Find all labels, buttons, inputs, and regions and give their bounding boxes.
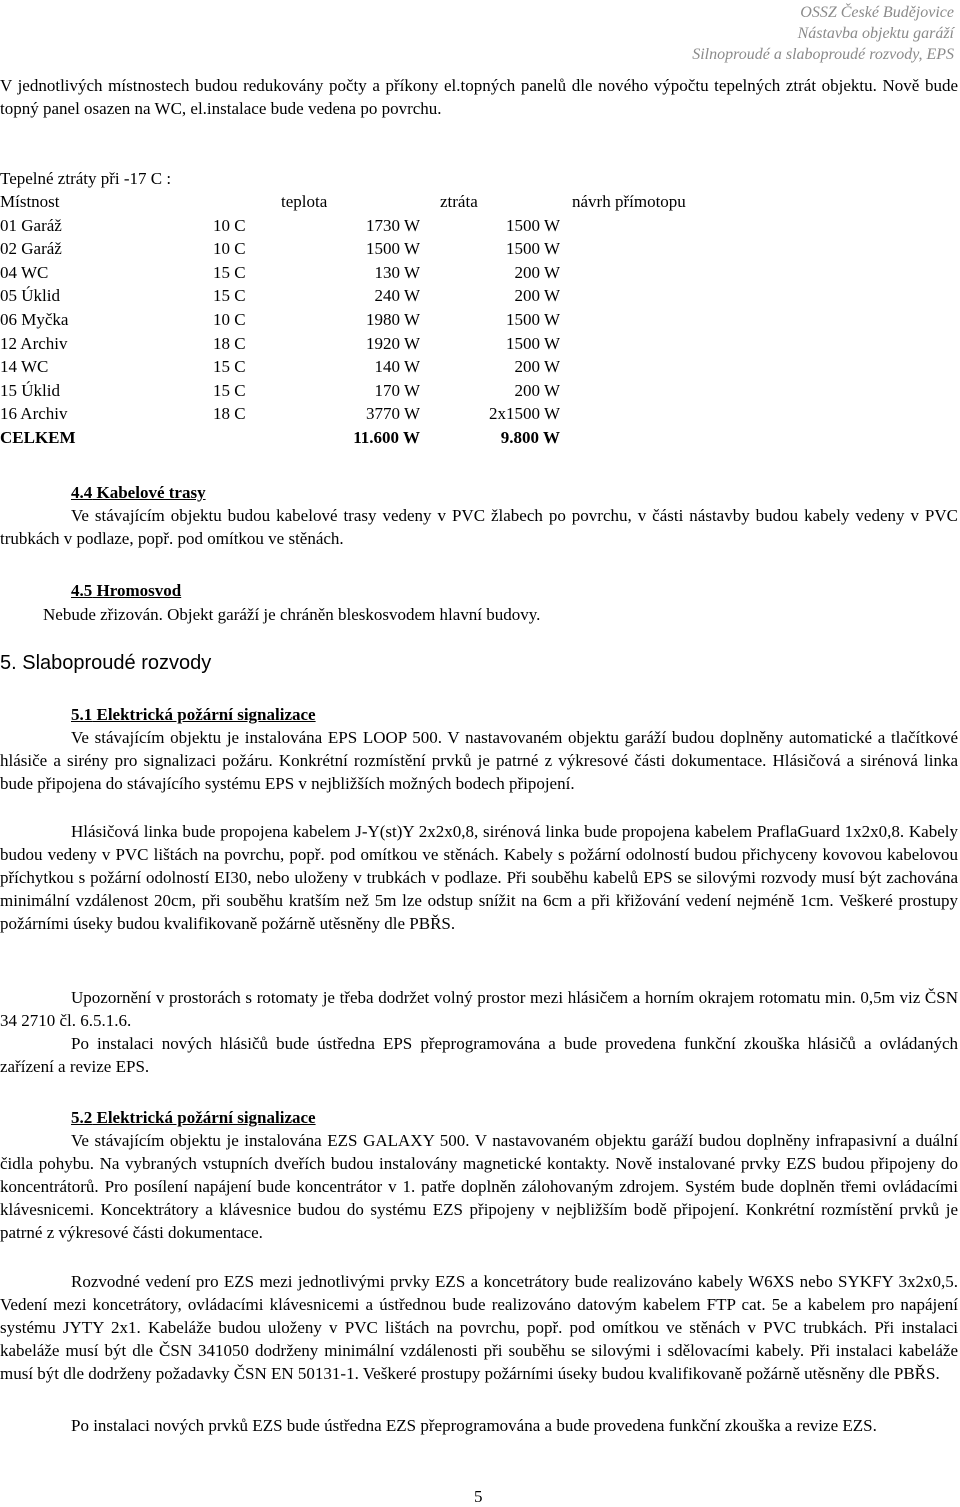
column-header: návrh přímotopu bbox=[572, 192, 686, 211]
section-5-1-paragraph-3: Upozornění v prostorách s rotomaty je třeba dodržet volný prostor mezi hlásičem a horním okrajem rotomatu min. 0,5m viz ČSN 34 2710 čl. 6.5.1.6. bbox=[0, 988, 958, 1030]
section-5-2-paragraph-2: Rozvodné vedení pro EZS mezi jednotlivými prvky EZS a koncetrátory bude realizováno kabely W6XS nebo SYKFY 3x2x0,5. Vedení mezi koncetrátory, ovládacími klávesnicemi a ústřednou bude realizováno datovým kabelem FTP cat. 5e a kabelem pro napájení systému JYTY 2x1. Kabeláže budou uloženy v PVC lištách na povrchu, popř. pod omítkou ve stěnách v PVC trubkách. Při instalaci kabeláže musí být dle ČSN 341050 dodrženy minimální vzdálenosti při souběhu se silovými i sdělovacími kabely. Při instalaci kabeláže musí být dle dodrženy požadavky ČSN EN 50131-1. Veškeré prostupy požárními úseky budou kvalifikovaně požárně utěsněny dle PBŘS. bbox=[0, 1272, 958, 1383]
section-5-1-heading bbox=[71, 703, 316, 726]
room-name: 02 Garáž bbox=[0, 239, 62, 259]
room-temperature: 10 C bbox=[213, 239, 246, 259]
table-row bbox=[0, 332, 960, 356]
table-row bbox=[0, 355, 960, 379]
heat-loss-table bbox=[0, 190, 960, 450]
column-header: teplota bbox=[281, 192, 328, 211]
heater-proposal: 2x1500 W bbox=[489, 404, 560, 424]
section-5-1-paragraph-2: Hlásičová linka bude propojena kabelem J-Y(st)Y 2x2x0,8, sirénová linka bude propojena kabelem PraflaGuard 1x2x0,8. Kabely budou vedeny v PVC lištách na povrchu, popř. pod omítkou ve stěnách. Kabely s požární odolností budou přichyceny kovovou kabelovou příchytkou s požární odolností EI30, nebo uloženy v trubkách v podlaze. Při souběhu kabelů EPS se silovými rozvody musí být zachována minimální vzdálenost 20cm, při souběhu kratším než 5m lze odstup snížit na 6cm a při křižování vedení nejméně 1cm. Veškeré prostupy požárními úseky budou kvalifikovaně požárně utěsněny dle PBŘS. bbox=[0, 822, 958, 933]
header-organization: OSSZ České Budějovice bbox=[800, 4, 954, 21]
heater-proposal: 1500 W bbox=[506, 333, 560, 353]
table-row bbox=[0, 237, 960, 261]
room-name: 12 Archiv bbox=[0, 333, 68, 353]
header-project: Nástavba objektu garáží bbox=[797, 25, 954, 42]
total-loss: 11.600 W bbox=[353, 427, 420, 447]
section-5-2-heading bbox=[71, 1106, 316, 1129]
heater-proposal: 1500 W bbox=[506, 309, 560, 329]
heat-loss-title: Tepelné ztráty při -17 C : bbox=[0, 169, 172, 188]
heat-loss: 1500 W bbox=[366, 239, 420, 259]
column-header: ztráta bbox=[440, 192, 478, 211]
room-temperature: 15 C bbox=[213, 380, 246, 400]
page-header bbox=[692, 2, 954, 65]
heat-loss: 170 W bbox=[374, 380, 420, 400]
heat-loss: 1730 W bbox=[366, 215, 420, 235]
room-temperature: 10 C bbox=[213, 215, 246, 235]
section-number: 4.4 bbox=[71, 483, 93, 502]
heater-proposal: 200 W bbox=[514, 262, 560, 282]
heater-proposal: 1500 W bbox=[506, 239, 560, 259]
section-4-5-heading bbox=[71, 579, 181, 602]
table-row bbox=[0, 284, 960, 308]
section-title: Elektrická požární signalizace bbox=[96, 705, 316, 724]
room-name: 16 Archiv bbox=[0, 404, 68, 424]
header-section: Silnoproudé a slaboproudé rozvody, EPS bbox=[692, 46, 954, 63]
intro-paragraph: V jednotlivých místnostech budou redukovány počty a příkony el.topných panelů dle nového výpočtu tepelných ztrát objektu. Nově bude topný panel osazen na WC, el.instalace bude vedena po povrchu. bbox=[0, 76, 958, 118]
room-temperature: 18 C bbox=[213, 404, 246, 424]
section-title: Hromosvod bbox=[96, 581, 182, 600]
heater-proposal: 200 W bbox=[514, 357, 560, 377]
section-5-2-paragraph-3: Po instalaci nových prvků EZS bude ústředna EZS přeprogramována a bude provedena funkční zkouška a revize EZS. bbox=[71, 1416, 877, 1435]
table-row bbox=[0, 379, 960, 403]
room-name: 06 Myčka bbox=[0, 309, 69, 329]
room-temperature: 15 C bbox=[213, 262, 246, 282]
heat-loss: 240 W bbox=[374, 286, 420, 306]
section-title: Elektrická požární signalizace bbox=[96, 1108, 316, 1127]
heater-proposal: 200 W bbox=[514, 286, 560, 306]
heater-proposal: 1500 W bbox=[506, 215, 560, 235]
section-5-1-paragraph-4: Po instalaci nových hlásičů bude ústředna EPS přeprogramována a bude provedena funkční zkouška hlásičů a ovládaných zařízení a revize EPS. bbox=[0, 1034, 958, 1076]
heat-loss: 130 W bbox=[374, 262, 420, 282]
section-number: 4.5 bbox=[71, 581, 93, 600]
section-5-2-paragraph-1: Ve stávajícím objektu je instalována EZS GALAXY 500. V nastavovaném objektu garáží budou doplněny infrapasivní a duální čidla pohybu. Na vybraných vstupních dveřích budou instalovány magnetické kontakty. Nově instalované prvky EZS budou připojeny do koncentrátorů. Pro posílení napájení bude koncentrátor v 1. patře doplněn zálohovaným zdrojem. Systém bude doplněn třemi ovládacími klávesnicemi. Koncektrátory a klávesnice budou do systému EZS připojeny v nejbližším bodě připojení. Konkrétní rozmístění prvků je patrné z výkresové části dokumentace. bbox=[0, 1131, 958, 1242]
heat-loss: 140 W bbox=[374, 357, 420, 377]
heater-proposal: 200 W bbox=[514, 380, 560, 400]
section-number: 5.1 bbox=[71, 705, 93, 724]
section-5-1-paragraph-1: Ve stávajícím objektu je instalována EPS LOOP 500. V nastavovaném objektu garáží budou doplněny automatické a tlačítkové hlásiče a sirény pro signalizaci požáru. Konkrétní rozmístění prvků je patrné z výkresové části dokumentace. Hlásičová a sirénová linka bude připojena do stávajícího systému EPS v nejbližších možných bodech připojení. bbox=[0, 728, 958, 793]
total-label: CELKEM bbox=[0, 427, 76, 447]
chapter-5-heading: 5. Slaboproudé rozvody bbox=[0, 652, 212, 674]
total-proposal: 9.800 W bbox=[500, 427, 560, 447]
room-name: 14 WC bbox=[0, 357, 49, 377]
section-4-4-heading bbox=[71, 481, 206, 504]
table-body bbox=[0, 214, 960, 426]
room-name: 01 Garáž bbox=[0, 215, 62, 235]
section-title: Kabelové trasy bbox=[96, 483, 206, 502]
page-number: 5 bbox=[474, 1487, 483, 1506]
column-header: Místnost bbox=[0, 192, 60, 211]
room-temperature: 15 C bbox=[213, 286, 246, 306]
table-total-row bbox=[0, 426, 960, 450]
room-temperature: 15 C bbox=[213, 357, 246, 377]
table-header-row bbox=[0, 190, 960, 214]
heat-loss: 1980 W bbox=[366, 309, 420, 329]
room-temperature: 10 C bbox=[213, 309, 246, 329]
heat-loss: 1920 W bbox=[366, 333, 420, 353]
table-row bbox=[0, 308, 960, 332]
section-number: 5.2 bbox=[71, 1108, 93, 1127]
room-name: 04 WC bbox=[0, 262, 49, 282]
section-4-5-text: Nebude zřizován. Objekt garáží je chráněn bleskosvodem hlavní budovy. bbox=[43, 605, 541, 624]
room-temperature: 18 C bbox=[213, 333, 246, 353]
table-row bbox=[0, 261, 960, 285]
room-name: 15 Úklid bbox=[0, 380, 60, 400]
section-4-4-text: Ve stávajícím objektu budou kabelové trasy vedeny v PVC žlabech po povrchu, v části nástavby budou kabely vedeny v PVC trubkách v podlaze, popř. pod omítkou ve stěnách. bbox=[0, 506, 958, 548]
heat-loss: 3770 W bbox=[366, 404, 420, 424]
room-name: 05 Úklid bbox=[0, 286, 60, 306]
table-row bbox=[0, 402, 960, 426]
table-row bbox=[0, 214, 960, 238]
